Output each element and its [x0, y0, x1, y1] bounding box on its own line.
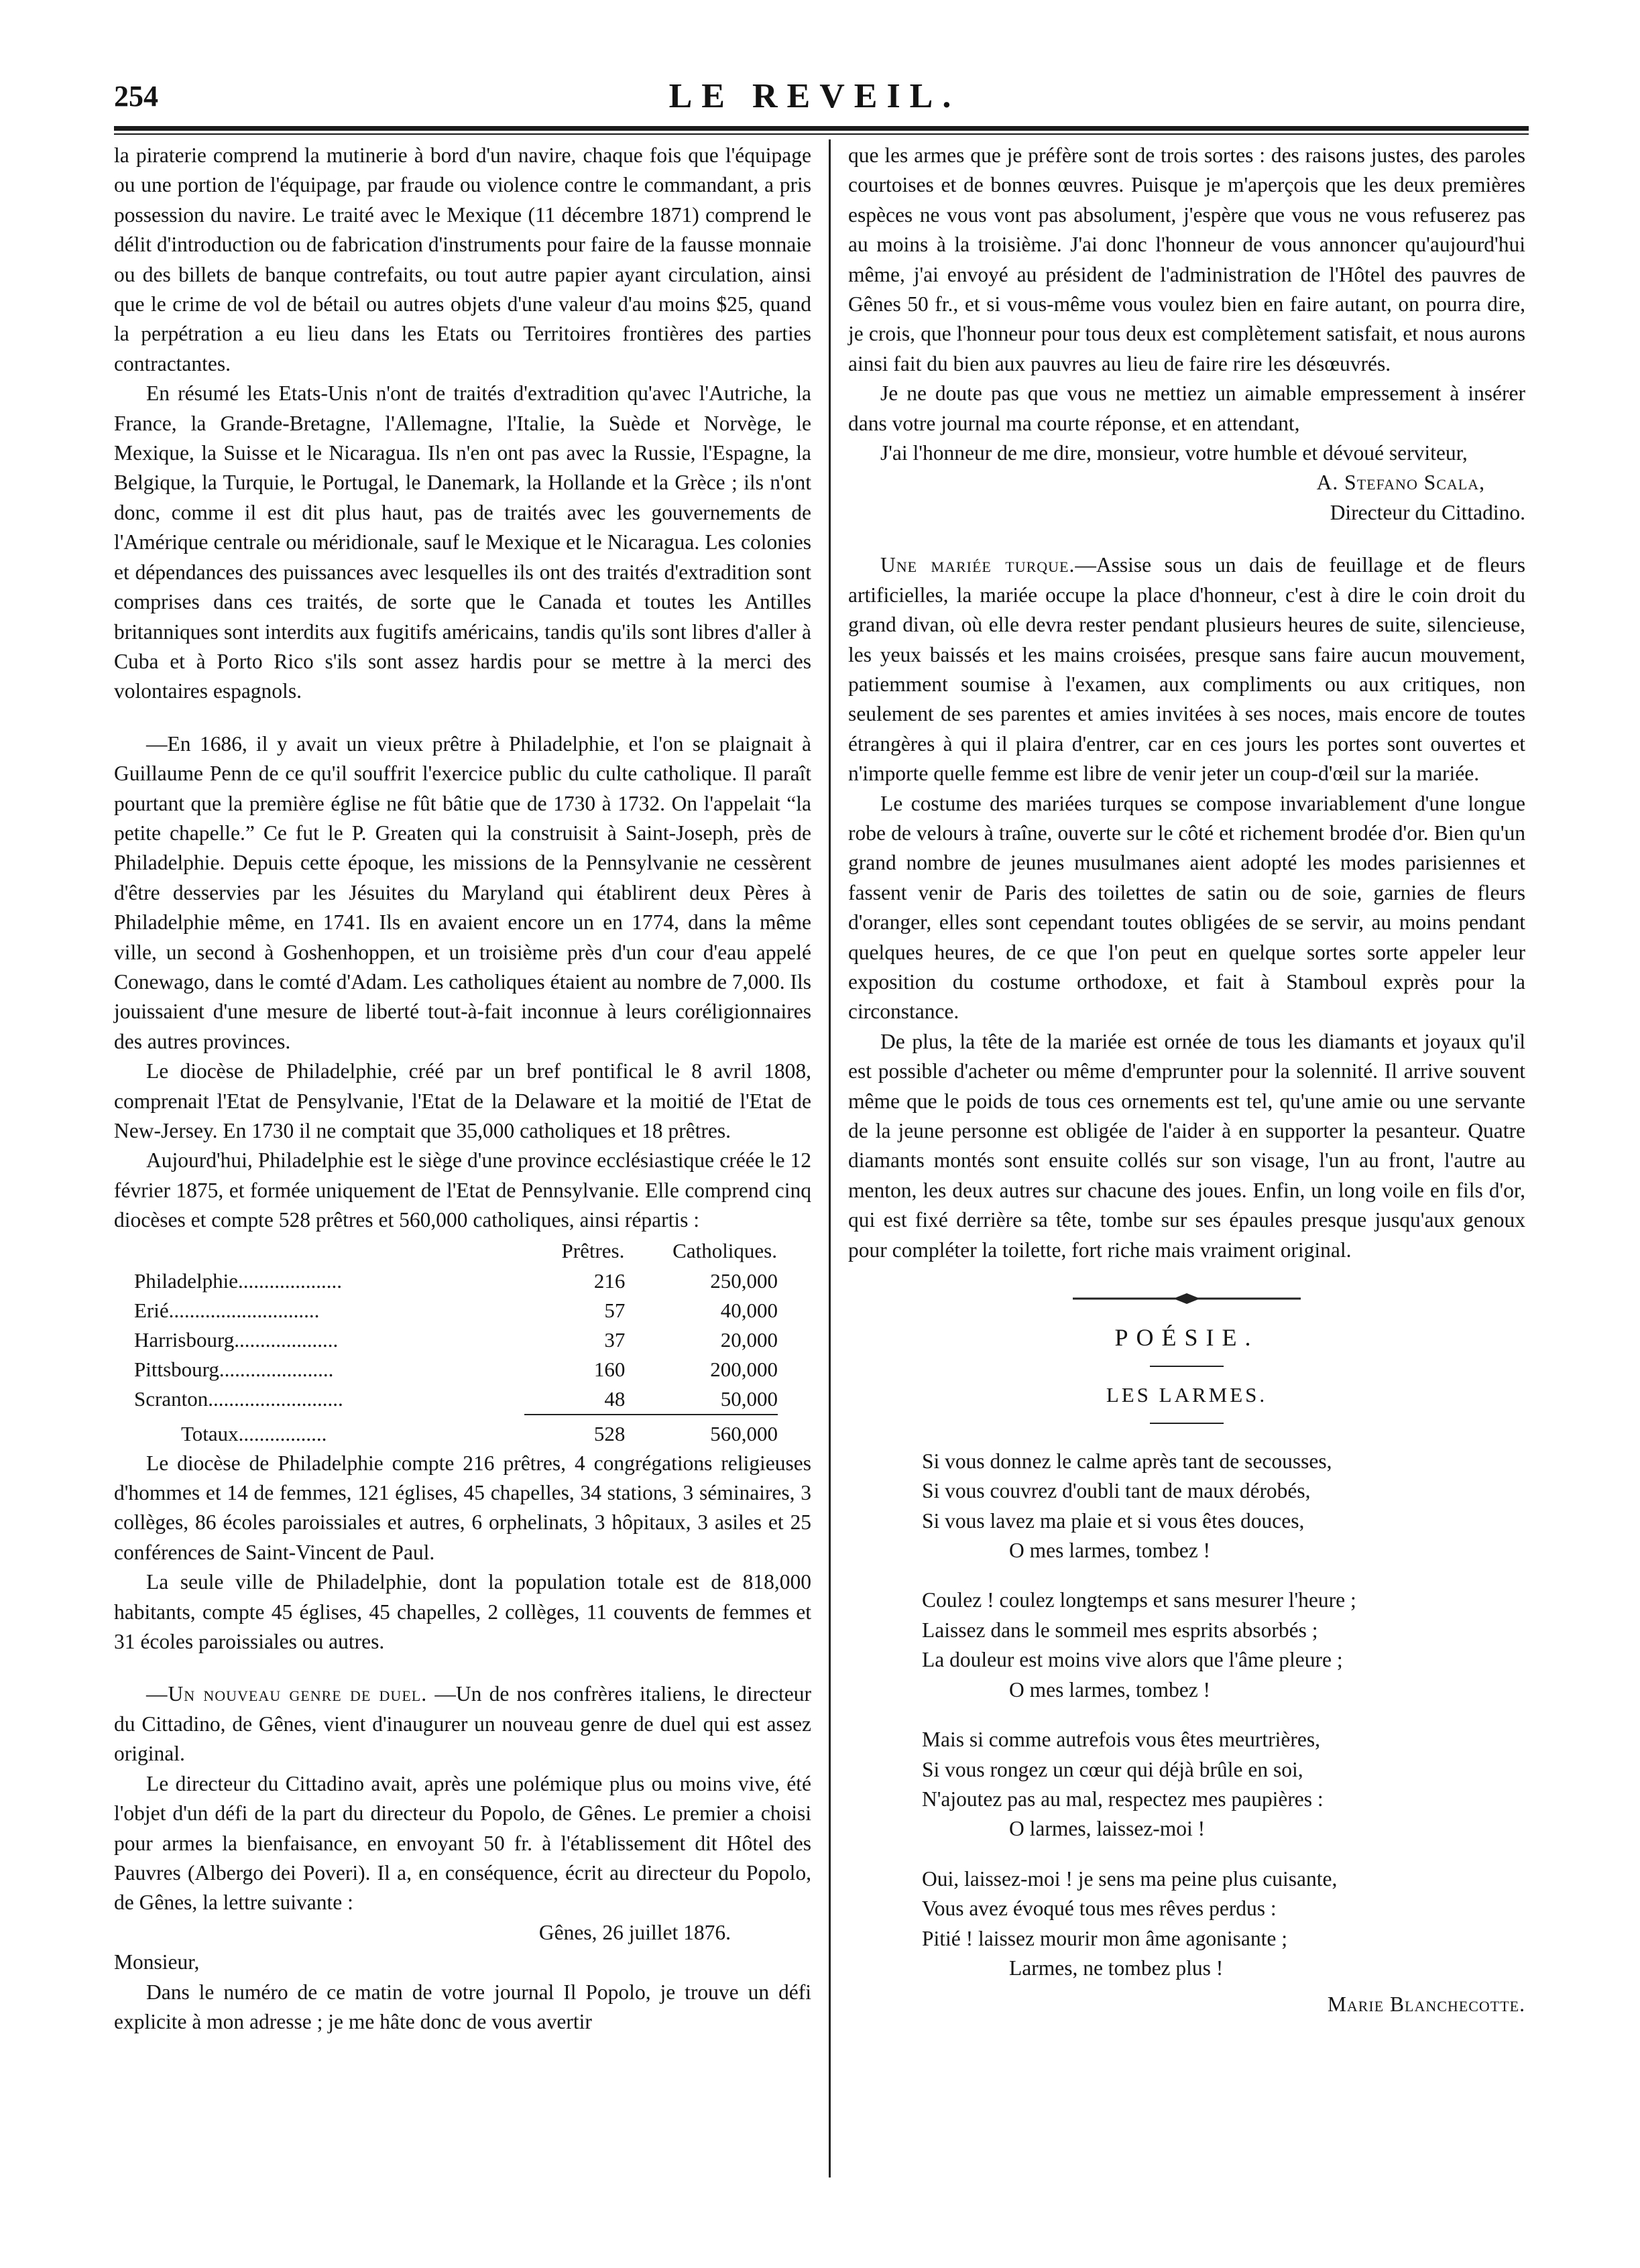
- journal-title: LE REVEIL.: [668, 77, 961, 115]
- poem-stanza: [922, 1586, 1525, 1705]
- header-rule: [114, 126, 1529, 131]
- paragraph: Dans le numéro de ce matin de votre journal Il Popolo, je trouve un défi explicite à mon adresse ; je me hâte donc de vous avertir: [114, 1980, 811, 2033]
- table-row: [134, 1355, 778, 1384]
- poem-refrain: Larmes, ne tombez plus !: [1009, 1956, 1224, 1980]
- table-row: [134, 1325, 778, 1355]
- poem-stanza: [922, 1725, 1525, 1844]
- paragraph: [114, 1679, 811, 1769]
- poem-refrain: O larmes, laissez-moi !: [1009, 1817, 1206, 1841]
- article-lead: Une mariée turque.: [880, 553, 1075, 577]
- catholics-count: 200,000: [710, 1357, 778, 1381]
- section-rule: [1150, 1366, 1224, 1367]
- poem-refrain: O mes larmes, tombez !: [1009, 1539, 1211, 1563]
- column-divider: [829, 139, 831, 2177]
- priests-count: 57: [604, 1298, 626, 1322]
- article-text: —Assise sous un dais de feuillage et de fleurs artificielles, la mariée occupe la place d'honneur, c'est à dire le coin droit du grand divan, où elle devra rester pendant plusieurs heures de suite, silencieuse, les yeux baissés et les mains croisées, presque sans faire aucun mouvement, patiemment soumise à l'examen, aux compliments ou aux critiques, non seulement de ses parentes et amies invitées à ses noces, mais encore de toutes étrangères à qui il plaira d'entrer, car en ces jours les portes sont ouvertes et n'importe quelle femme est libre de venir jeter un coup-d'œil sur la mariée.: [848, 553, 1525, 786]
- poem-stanza: [922, 1864, 1525, 1984]
- poem-stanza: [922, 1447, 1525, 1566]
- catholics-count: 50,000: [720, 1386, 778, 1411]
- diocese-table: [134, 1236, 778, 1449]
- diocese-name: Scranton: [134, 1387, 209, 1411]
- header-rule-thin: [114, 133, 1529, 135]
- letter-date: Gênes, 26 juillet 1876.: [538, 1920, 731, 1944]
- paragraph: [848, 550, 1525, 788]
- priests-count: 216: [593, 1268, 626, 1293]
- page-header: [94, 47, 1535, 114]
- article-text: —Un de nos confrères italiens, le directeur du Cittadino, de Gênes, vient d'inaugurer un nouveau genre de duel qui est assez original.: [114, 1682, 811, 1766]
- leader-dots: .................: [238, 1421, 327, 1445]
- paragraph: Le diocèse de Philadelphie, créé par un bref pontifical le 8 avril 1808, comprenait l'Etat de Pensylvanie, l'Etat de la Delaware et la moitié de l'Etat de New-Jersey. En 1730 il ne comptait que 35,000 catholiques et 18 prêtres.: [114, 1059, 811, 1142]
- left-column: [114, 141, 811, 2037]
- poem-refrain: O mes larmes, tombez !: [1009, 1677, 1211, 1702]
- diocese-name: Pittsbourg: [134, 1357, 219, 1381]
- catholics-count: 250,000: [710, 1268, 778, 1293]
- poem-author: Marie Blanchecotte.: [1327, 1992, 1525, 2017]
- poem-line: Si vous couvrez d'oubli tant de maux dérobés,: [922, 1479, 1311, 1503]
- paragraph: —En 1686, il y avait un vieux prêtre à Philadelphie, et l'on se plaignait à Guillaume Penn de ce qu'il souffrit l'exercice public du culte catholique. Il paraît pourtant que la première église ne fût bâtie que de 1730 à 1732. On l'appelait “la petite chapelle.” Ce fut le P. Greaten qui la construisit à Saint-Joseph, près de Philadelphie. Depuis cette époque, les missions de la Pennsylvanie ne cessèrent d'être desservies par les Jésuites du Maryland qui établirent deux Pères à Philadelphie même, en 1741. Ils en avaient encore un en 1774, dans la même ville, un second à Goshenhoppen, et un troisième près d'un cour d'eau appelé Conewago, dans le comté d'Adam. Les catholiques étaient au nombre de 7,000. Ils jouissaient d'une mesure de liberté tout-à-fait inconnue à leurs coréligionnaires des autres provinces.: [114, 731, 811, 1053]
- leader-dots: .............................: [168, 1298, 320, 1322]
- paragraph: Je ne doute pas que vous ne mettiez un aimable empressement à insérer dans votre journal ma courte réponse, et en attendant,: [848, 381, 1525, 435]
- diocese-name: Philadelphie: [134, 1268, 238, 1293]
- catholics-count: 40,000: [720, 1298, 778, 1322]
- total-priests: 528: [593, 1421, 626, 1445]
- leader-dots: ....................: [234, 1327, 339, 1352]
- column-header-priests: Prêtres.: [561, 1238, 625, 1262]
- priests-count: 37: [604, 1327, 626, 1352]
- poem-line: Laissez dans le sommeil mes esprits absorbés ;: [922, 1618, 1318, 1642]
- paragraph: De plus, la tête de la mariée est ornée de tous les diamants et joyaux qu'il est possible d'acheter ou même d'emprunter pour la solennité. Il arrive souvent même que le poids de tous ces ornements est tel, qu'une amie ou une servante de la jeune personne est obligée de l'aider à en supporter la pesanteur. Quatre diamants montés sont ensuite collés sur son visage, l'un au front, l'autre au menton, les deux autres sur chacune des joues. Enfin, un long voile en fils d'or, qui est fixé derrière sa tête, tombe sur ses épaules presque jusqu'aux genoux pour compléter la toilette, fort riche mais vraiment original.: [848, 1029, 1525, 1262]
- paragraph: Le costume des mariées turques se compose invariablement d'une longue robe de velours à traîne, ouverte sur le côté et richement brodée d'or. Bien qu'un grand nombre de jeunes musulmanes aient adopté les modes parisiennes et fassent venir de Paris des toilettes de satin ou de soie, garnies de fleurs d'oranger, elles sont cependant toutes obligées de se servir, au moins pendant quelques heures, de ce que l'on peut en quelque sortes sorte appeler leur exposition du costume orthodoxe, et fait à Stamboul exprès pour la circonstance.: [848, 791, 1525, 1024]
- poem-line: Mais si comme autrefois vous êtes meurtrières,: [922, 1728, 1320, 1752]
- letter-signature-title: Directeur du Cittadino.: [1330, 500, 1525, 524]
- table-row: [134, 1266, 778, 1296]
- page-number: 254: [114, 80, 158, 113]
- total-catholics: 560,000: [710, 1421, 778, 1445]
- poem-line: Pitié ! laissez mourir mon âme agonisante ;: [922, 1926, 1287, 1950]
- table-row: [134, 1296, 778, 1325]
- total-label: Totaux: [181, 1421, 239, 1445]
- catholics-count: 20,000: [720, 1327, 778, 1352]
- poem-line: Oui, laissez-moi ! je sens ma peine plus cuisante,: [922, 1866, 1338, 1891]
- paragraph: la piraterie comprend la mutinerie à bord d'un navire, chaque fois que l'équipage ou une portion de l'équipage, par fraude ou violence contre le commandant, a pris possession du navire. Le traité avec le Mexique (11 décembre 1871) comprend le délit d'introduction ou de fabrication d'instruments pour faire de la fausse monnaie ou des billets de banque contrefaits, ou tout autre papier ayant circulation, ainsi que le crime de vol de bétail ou autres objets d'une valeur d'au moins $25, quand la perpétration a eu lieu dans les Etats ou Territoires frontières des parties contractantes.: [114, 143, 811, 375]
- poem-title-rule: [1150, 1423, 1224, 1424]
- paragraph: En résumé les Etats-Unis n'ont de traités d'extradition qu'avec l'Autriche, la France, la Grande-Bretagne, l'Allemagne, l'Italie, la Suède et Norvège, le Mexique, la Suisse et le Nicaragua. Ils n'en ont pas avec la Russie, l'Espagne, la Belgique, la Turquie, le Portugal, le Danemark, la Hollande et la Grèce ; ils n'ont donc, comme il est dit plus haut, pas de traités avec les gouvernements de l'Amérique centrale ou méridionale, sauf le Mexique et le Nicaragua. Les colonies et dépendances des puissances avec lesquelles ils ont des traités d'extradition sont comprises dans ces traités, de sorte que le Canada et toutes les Antilles britanniques sont interdits aux fugitifs américains, tandis qu'ils sont libres d'aller à Cuba et à Porto Rico s'ils sont assez hardis pour se mettre à la merci des volontaires espagnols.: [114, 381, 811, 703]
- table-total-row: [134, 1419, 778, 1449]
- leader-dots: ..........................: [208, 1387, 343, 1411]
- column-header-catholics: Catholiques.: [672, 1238, 777, 1262]
- poem-line: Si vous rongez un cœur qui déjà brûle en soi,: [922, 1757, 1303, 1781]
- paragraph: La seule ville de Philadelphie, dont la population totale est de 818,000 habitants, compte 45 églises, 45 chapelles, 2 collèges, 11 couvents de femmes et 31 écoles paroissiales ou autres.: [114, 1570, 811, 1654]
- paragraph: Aujourd'hui, Philadelphie est le siège d'une province ecclésiastique créée le 12 février 1875, et formée uniquement de l'Etat de Pennsylvanie. Elle comprend cinq diocèses et compte 528 prêtres et 560,000 catholiques, ainsi répartis :: [114, 1148, 811, 1232]
- table-sum-rule: [134, 1415, 778, 1419]
- ornament-divider: [1073, 1292, 1301, 1305]
- paragraph: J'ai l'honneur de me dire, monsieur, votre humble et dévoué serviteur,: [880, 441, 1468, 465]
- poem-line: Si vous donnez le calme après tant de secousses,: [922, 1449, 1332, 1473]
- paragraph: que les armes que je préfère sont de trois sortes : des raisons justes, des paroles courtoises et de bonnes œuvres. Puisque je m'aperçois que les deux premières espèces ne vous vont pas absolument, j'espère que vous ne vous refuserez pas au moins à la troisième. J'ai donc l'honneur de vous annoncer qu'aujourd'hui même, j'ai envoyé au président de l'administration de l'Hôtel des pauvres de Gênes 50 fr., et si vous-même vous voulez bien en faire autant, on pourra dire, je crois, que l'honneur pour tous deux est complètement satisfait, et nous aurons ainsi fait du bien aux pauvres au lieu de faire rire les désœuvrés.: [848, 143, 1525, 375]
- leader-dots: ....................: [237, 1268, 342, 1293]
- letter-salutation: Monsieur,: [114, 1950, 200, 1974]
- poem-line: Vous avez évoqué tous mes rêves perdus :: [922, 1897, 1277, 1921]
- diocese-name: Harrisbourg: [134, 1327, 235, 1352]
- priests-count: 160: [593, 1357, 626, 1381]
- poem-title: LES LARMES.: [1106, 1383, 1268, 1407]
- section-title: POÉSIE.: [1114, 1324, 1259, 1352]
- table-row: [134, 1384, 778, 1415]
- poem-line: Si vous lavez ma plaie et si vous êtes douces,: [922, 1508, 1305, 1533]
- leader-dots: ......................: [219, 1357, 334, 1381]
- diocese-name: Erié: [134, 1298, 169, 1322]
- right-column: [848, 141, 1525, 2020]
- poem-line: Coulez ! coulez longtemps et sans mesurer l'heure ;: [922, 1588, 1356, 1612]
- poem-line: N'ajoutez pas au mal, respectez mes paupières :: [922, 1787, 1324, 1811]
- paragraph: Le directeur du Cittadino avait, après une polémique plus ou moins vive, été l'objet d'un défi de la part du directeur du Popolo, de Gênes. Le premier a choisi pour armes la bienfaisance, en envoyant 50 fr. à l'établissement dit Hôtel des Pauvres (Albergo dei Poveri). Il a, en conséquence, écrit au directeur du Popolo, de Gênes, la lettre suivante :: [114, 1771, 811, 1915]
- article-lead: —Un nouveau genre de duel.: [146, 1682, 428, 1706]
- priests-count: 48: [604, 1386, 626, 1411]
- poem-line: La douleur est moins vive alors que l'âme pleure ;: [922, 1648, 1343, 1672]
- letter-signature: A. Stefano Scala,: [1316, 471, 1485, 495]
- paragraph: Le diocèse de Philadelphie compte 216 prêtres, 4 congrégations religieuses d'hommes et 14 de femmes, 121 églises, 45 chapelles, 34 stations, 3 séminaires, 3 collèges, 86 écoles paroissiales et autres, 6 orphelinats, 3 hôpitaux, 3 asiles et 25 conférences de Saint-Vincent de Paul.: [114, 1451, 811, 1564]
